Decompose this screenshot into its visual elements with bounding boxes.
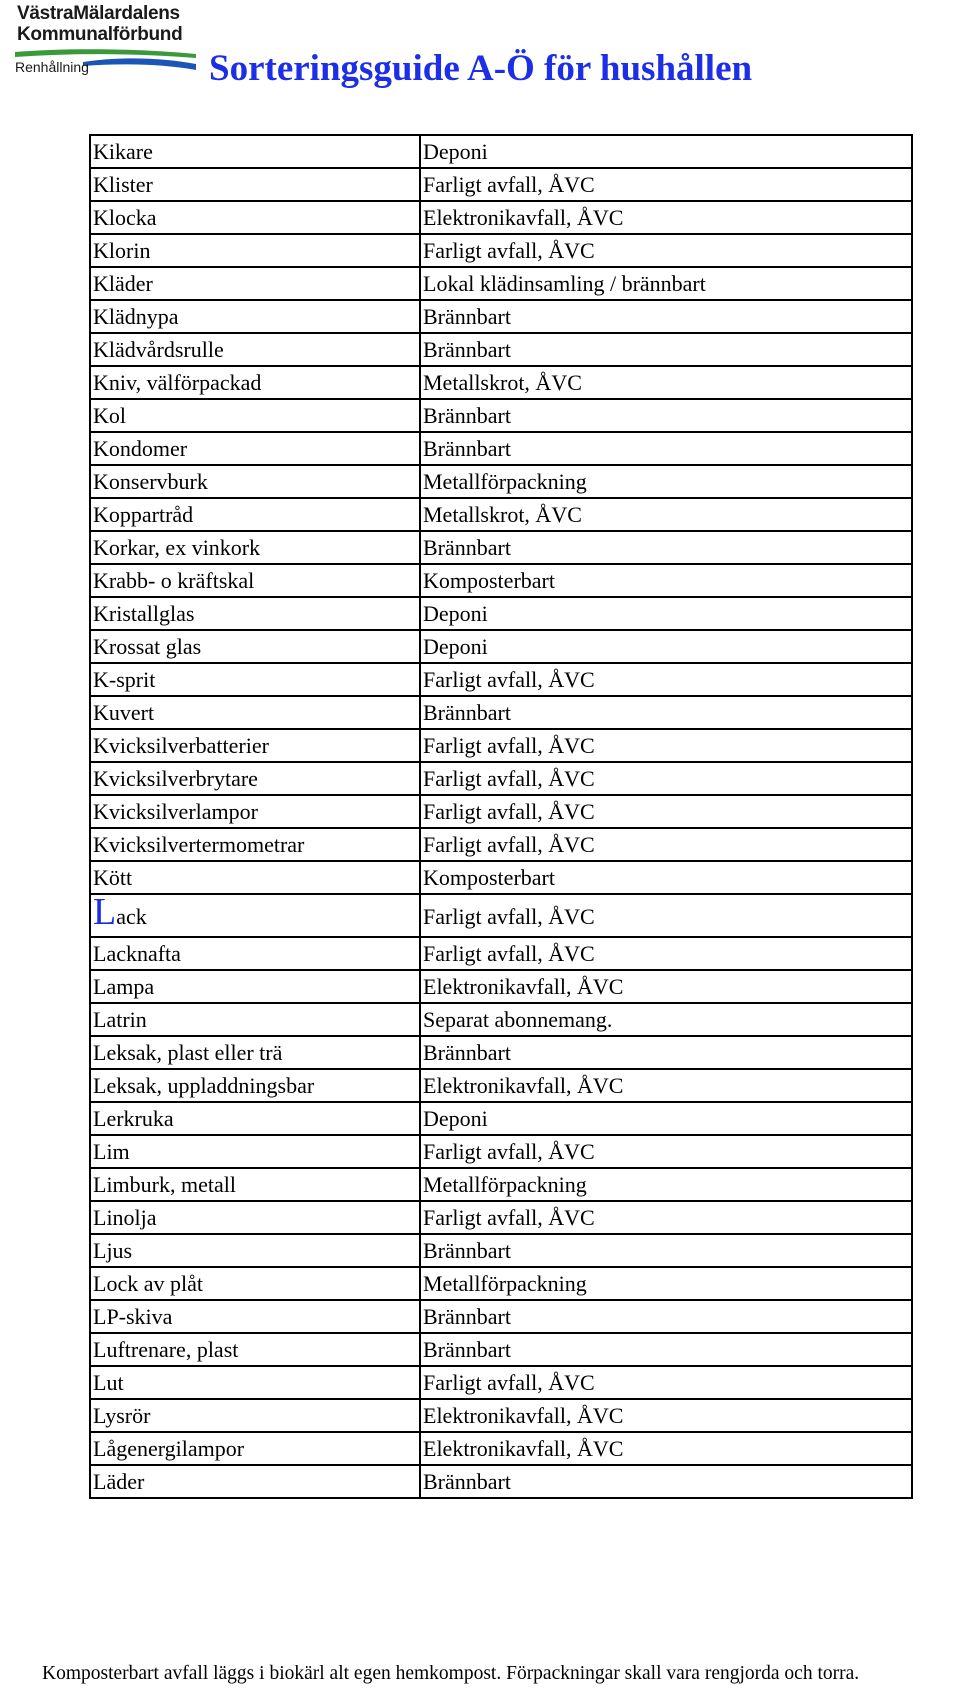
table-row [90, 696, 912, 729]
item-name: Läder [93, 1469, 145, 1494]
destination-cell: Separat abonnemang. [420, 1003, 912, 1036]
destination-cell: Elektronikavfall, ÅVC [420, 201, 912, 234]
item-cell [90, 663, 420, 696]
item-cell [90, 630, 420, 663]
destination-cell: Brännbart [420, 531, 912, 564]
item-name: Krabb- o kräftskal [93, 568, 255, 593]
item-name: Lut [93, 1370, 124, 1395]
table-row [90, 465, 912, 498]
table-row [90, 1432, 912, 1465]
item-name: Korkar, ex vinkork [93, 535, 261, 560]
table-row [90, 498, 912, 531]
table-row [90, 630, 912, 663]
item-cell [90, 1036, 420, 1069]
item-cell [90, 135, 420, 168]
item-name: Kristallglas [93, 601, 195, 626]
destination-cell: Deponi [420, 597, 912, 630]
item-cell [90, 1168, 420, 1201]
item-cell [90, 1003, 420, 1036]
destination-cell: Elektronikavfall, ÅVC [420, 970, 912, 1003]
destination-cell: Brännbart [420, 399, 912, 432]
item-name: Klorin [93, 238, 151, 263]
item-name: Lerkruka [93, 1106, 174, 1131]
item-cell [90, 1399, 420, 1432]
item-cell [90, 762, 420, 795]
item-cell [90, 861, 420, 894]
item-name: Kniv, välförpackad [93, 370, 262, 395]
footer-note: Komposterbart avfall läggs i biokärl alt egen hemkompost. Förpackningar skall vara rengjorda och torra. [42, 1663, 860, 1684]
item-name: Leksak, plast eller trä [93, 1040, 283, 1065]
item-name: Ljus [93, 1238, 133, 1263]
table-row [90, 861, 912, 894]
item-cell [90, 1069, 420, 1102]
item-name: Lampa [93, 974, 155, 999]
item-cell [90, 234, 420, 267]
item-cell [90, 1366, 420, 1399]
item-cell [90, 201, 420, 234]
destination-cell: Farligt avfall, ÅVC [420, 894, 912, 937]
table-row [90, 1399, 912, 1432]
destination-cell: Farligt avfall, ÅVC [420, 828, 912, 861]
item-cell [90, 432, 420, 465]
destination-cell: Farligt avfall, ÅVC [420, 937, 912, 970]
destination-cell: Brännbart [420, 1333, 912, 1366]
item-name: Kvicksilverbrytare [93, 766, 258, 791]
table-row [90, 564, 912, 597]
item-cell [90, 828, 420, 861]
table-row [90, 1300, 912, 1333]
item-cell [90, 1201, 420, 1234]
destination-cell: Metallskrot, ÅVC [420, 366, 912, 399]
destination-cell: Elektronikavfall, ÅVC [420, 1399, 912, 1432]
item-cell [90, 498, 420, 531]
destination-cell: Elektronikavfall, ÅVC [420, 1069, 912, 1102]
table-row [90, 937, 912, 970]
item-name: Lysrör [93, 1403, 151, 1428]
item-cell [90, 597, 420, 630]
destination-cell: Farligt avfall, ÅVC [420, 168, 912, 201]
table-row [90, 1333, 912, 1366]
table-row [90, 1036, 912, 1069]
table-row [90, 201, 912, 234]
table-row [90, 729, 912, 762]
item-name: Luftrenare, plast [93, 1337, 239, 1362]
destination-cell: Komposterbart [420, 861, 912, 894]
destination-cell: Deponi [420, 630, 912, 663]
logo-line-2: Kommunalförbund [17, 24, 183, 45]
item-name: Klocka [93, 205, 157, 230]
page-title: Sorteringsguide A-Ö för hushållen [209, 48, 753, 89]
item-name: Lim [93, 1139, 130, 1164]
destination-cell: Brännbart [420, 333, 912, 366]
item-cell [90, 300, 420, 333]
destination-cell: Deponi [420, 1102, 912, 1135]
table-row [90, 267, 912, 300]
item-name: LP-skiva [93, 1304, 173, 1329]
item-cell [90, 1465, 420, 1498]
destination-cell: Metallförpackning [420, 1267, 912, 1300]
item-name: Koppartråd [93, 502, 194, 527]
table-row [90, 828, 912, 861]
destination-cell: Farligt avfall, ÅVC [420, 663, 912, 696]
table-row [90, 1102, 912, 1135]
destination-cell: Brännbart [420, 1036, 912, 1069]
table-row [90, 1168, 912, 1201]
item-cell [90, 1432, 420, 1465]
item-name: Latrin [93, 1007, 147, 1032]
item-name: Konservburk [93, 469, 208, 494]
destination-cell: Deponi [420, 135, 912, 168]
table-row [90, 300, 912, 333]
item-cell [90, 937, 420, 970]
item-name: Kött [93, 865, 133, 890]
item-cell [90, 366, 420, 399]
destination-cell: Farligt avfall, ÅVC [420, 729, 912, 762]
destination-cell: Brännbart [420, 1234, 912, 1267]
item-cell [90, 1135, 420, 1168]
logo [13, 2, 198, 82]
item-cell [90, 1102, 420, 1135]
item-cell [90, 1267, 420, 1300]
item-cell [90, 531, 420, 564]
item-cell [90, 333, 420, 366]
destination-cell: Elektronikavfall, ÅVC [420, 1432, 912, 1465]
table-row [90, 663, 912, 696]
item-name: Lacknafta [93, 941, 181, 966]
item-cell [90, 399, 420, 432]
destination-cell: Metallförpackning [420, 465, 912, 498]
destination-cell: Metallförpackning [420, 1168, 912, 1201]
item-cell [90, 795, 420, 828]
destination-cell: Metallskrot, ÅVC [420, 498, 912, 531]
table-row [90, 1366, 912, 1399]
item-cell [90, 1300, 420, 1333]
table-row [90, 970, 912, 1003]
item-name: K-sprit [93, 667, 156, 692]
table-row [90, 531, 912, 564]
destination-cell: Brännbart [420, 1465, 912, 1498]
item-name: Klister [93, 172, 153, 197]
table-row [90, 366, 912, 399]
item-cell [90, 564, 420, 597]
item-name: Klädnypa [93, 304, 179, 329]
table-row [90, 333, 912, 366]
table-row [90, 168, 912, 201]
destination-cell: Brännbart [420, 1300, 912, 1333]
table-row [90, 762, 912, 795]
table-row [90, 399, 912, 432]
item-cell [90, 1333, 420, 1366]
item-name: Kuvert [93, 700, 155, 725]
table-row [90, 597, 912, 630]
table-row [90, 1201, 912, 1234]
section-initial: L [93, 894, 117, 933]
item-cell [90, 729, 420, 762]
item-name: Leksak, uppladdningsbar [93, 1073, 315, 1098]
item-name: Kol [93, 403, 126, 428]
destination-cell: Farligt avfall, ÅVC [420, 795, 912, 828]
item-name: Kläder [93, 271, 153, 296]
table-row [90, 432, 912, 465]
destination-cell: Brännbart [420, 432, 912, 465]
destination-cell: Lokal klädinsamling / brännbart [420, 267, 912, 300]
destination-cell: Komposterbart [420, 564, 912, 597]
item-name: Krossat glas [93, 634, 202, 659]
destination-cell: Brännbart [420, 696, 912, 729]
table-row [90, 1135, 912, 1168]
destination-cell: Farligt avfall, ÅVC [420, 234, 912, 267]
logo-line-1: VästraMälardalens [17, 3, 180, 24]
table-row [90, 1267, 912, 1300]
item-cell [90, 970, 420, 1003]
item-name: Kikare [93, 139, 153, 164]
item-name: Kvicksilverlampor [93, 799, 258, 824]
item-name: Kvicksilvertermometrar [93, 832, 305, 857]
item-name: Kondomer [93, 436, 188, 461]
table-row [90, 234, 912, 267]
table-row [90, 135, 912, 168]
item-name: Limburk, metall [93, 1172, 236, 1197]
destination-cell: Farligt avfall, ÅVC [420, 1135, 912, 1168]
destination-cell: Farligt avfall, ÅVC [420, 1201, 912, 1234]
sorting-table [89, 134, 913, 1499]
table-row [90, 1234, 912, 1267]
destination-cell: Farligt avfall, ÅVC [420, 762, 912, 795]
table-row [90, 1003, 912, 1036]
item-cell [90, 894, 420, 937]
item-name: ack [116, 904, 147, 929]
table-row [90, 1069, 912, 1102]
item-cell [90, 465, 420, 498]
logo-subtitle: Renhållning [15, 59, 89, 75]
item-cell [90, 696, 420, 729]
item-name: Lock av plåt [93, 1271, 203, 1296]
table-row [90, 795, 912, 828]
item-name: Klädvårdsrulle [93, 337, 224, 362]
destination-cell: Farligt avfall, ÅVC [420, 1366, 912, 1399]
item-cell [90, 168, 420, 201]
table-row [90, 1465, 912, 1498]
destination-cell: Brännbart [420, 300, 912, 333]
item-cell [90, 267, 420, 300]
table-row [90, 894, 912, 937]
item-name: Linolja [93, 1205, 157, 1230]
item-name: Kvicksilverbatterier [93, 733, 269, 758]
item-name: Lågenergilampor [93, 1436, 245, 1461]
item-cell [90, 1234, 420, 1267]
